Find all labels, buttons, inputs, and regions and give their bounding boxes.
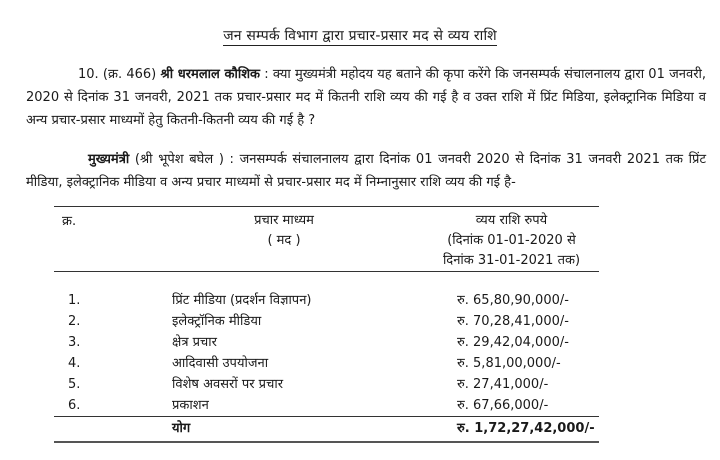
table-row (54, 332, 599, 353)
header-medium-line2: ( मद ) (267, 233, 301, 248)
question-text: : क्या मुख्यमंत्री महोदय यह बताने की कृपा करेंगे कि जनसम्पर्क संचालनालय द्वारा 01 जनवरी, 2020 से दिनांक 31 जनवरी, 2021 तक प्रचार-प्रसार मद में कितनी राशि व्यय की गई है व उक्त राशि में प्रिंट मिडिया, इलेक्ट्रानिक मिडिया व अन्य प्रचार-प्रसार माध्यमों हेतु कितनी-कितनी व्यय की गई है ? (26, 67, 707, 128)
document-title (0, 26, 720, 45)
answer-paragraph (26, 148, 706, 194)
row-medium: आदिवासी उपयोजना (172, 356, 269, 371)
row-amount: रु. 70,28,41,000/- (457, 314, 569, 329)
table-row (54, 353, 599, 374)
header-medium-line1: प्रचार माध्यम (254, 213, 314, 228)
total-amount: रु. 1,72,27,42,000/- (457, 421, 595, 436)
table-header (54, 207, 599, 271)
header-amount-line3: दिनांक 31-01-2021 तक) (442, 253, 581, 268)
row-serial: 6. (68, 398, 81, 413)
expense-table (54, 206, 599, 443)
row-serial: 2. (68, 314, 81, 329)
header-medium (204, 211, 364, 251)
header-amount (424, 211, 599, 271)
table-row (54, 311, 599, 332)
table-total-row (54, 417, 599, 441)
row-medium: इलेक्ट्रॉनिक मीडिया (172, 314, 262, 329)
header-amount-line1: व्यय राशि रुपये (475, 213, 548, 228)
header-amount-line2: (दिनांक 01-01-2020 से (447, 233, 576, 248)
table-row (54, 290, 599, 311)
row-amount: रु. 5,81,00,000/- (457, 356, 561, 371)
row-amount: रु. 29,42,04,000/- (457, 335, 569, 350)
row-medium: प्रिंट मीडिया (प्रदर्शन विज्ञापन) (172, 293, 312, 308)
row-amount: रु. 65,80,90,000/- (457, 293, 569, 308)
row-serial: 1. (68, 293, 81, 308)
table-bottom-rule (54, 441, 599, 443)
row-serial: 5. (68, 377, 81, 392)
document-title-text: जन सम्पर्क विभाग द्वारा प्रचार-प्रसार मद से व्यय राशि (223, 28, 497, 44)
question-paragraph (26, 63, 706, 132)
question-number: 10. (क्र. 466) (78, 67, 157, 82)
table-row (54, 374, 599, 395)
row-medium: क्षेत्र प्रचार (172, 335, 217, 350)
row-amount: रु. 27,41,000/- (457, 377, 549, 392)
answer-speaker: मुख्यमंत्री (88, 152, 130, 167)
question-member: श्री धरमलाल कौशिक (160, 67, 261, 82)
total-label: योग (172, 421, 191, 436)
row-serial: 3. (68, 335, 81, 350)
table-row (54, 395, 599, 416)
answer-text: जनसम्पर्क संचालनालय द्वारा दिनांक 01 जनवरी 2020 से दिनांक 31 जनवरी 2021 तक प्रिंट मीडिया, इलेक्ट्रानिक मीडिया व अन्य प्रचार माध्यमों से प्रचार-प्रसार मद में निम्नानुसार राशि व्यय की गई है- (26, 152, 706, 190)
answer-speaker-name: (श्री भूपेश बघेल ) : (129, 152, 240, 167)
header-serial: क्र. (62, 214, 77, 229)
row-serial: 4. (68, 356, 81, 371)
row-amount: रु. 67,66,000/- (457, 398, 549, 413)
row-medium: विशेष अवसरों पर प्रचार (172, 377, 284, 392)
row-medium: प्रकाशन (172, 398, 209, 413)
